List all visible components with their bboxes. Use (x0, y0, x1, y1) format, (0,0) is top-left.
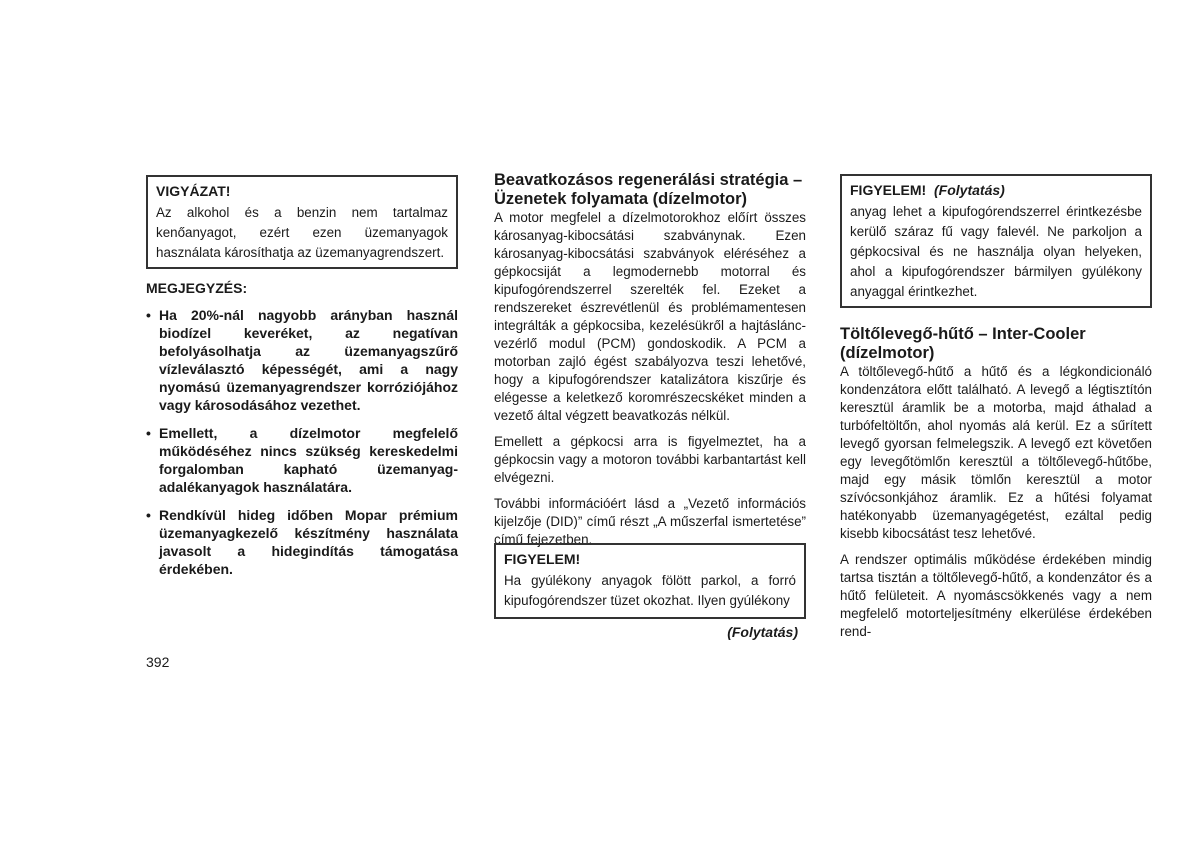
caution-continued-title: FIGYELEM! (Folytatás) (850, 182, 1005, 198)
note-item: • Ha 20%-nál nagyobb arányban használ biodízel keveréket, az negatívan befolyásolhatja az üzemanyagszűrő vízleválasztó képességét, ami a nagy nyomású üzemanyagrendszer korróziójához vagy károsodásához vezethet. (146, 307, 458, 413)
section-heading: Töltőlevegő-hűtő – Inter-Cooler (dízelmotor) (840, 325, 1086, 362)
paragraph: Emellett a gépkocsi arra is figyelmeztet, ha a gépkocsin vagy a motoron további karbantartást kell elvégezni. (494, 434, 806, 485)
paragraph: A motor megfelel a dízelmotorokhoz előírt összes károsanyag-kibocsátási szabványnak. Ezen károsanyag-kibocsátási szabványok eléréséhez a gépkocsiját a legmodernebb motorral és kipufogórendszerrel szerelték fel. Ezeket a rendszereket észrevétlenül és problémamentesen integrálták a gépkocsiba, kezelésükről a hajtáslánc-vezérlő modul (PCM) gondoskodik. A PCM a motorban zajló égést szabályozva teszi lehetővé, hogy a kipufogórendszer katalizátora kiszűrje és elégesse a keletkező koromrészecskéket minden a vezető által végzett beavatkozás nélkül. (494, 210, 806, 423)
note-title: MEGJEGYZÉS: (146, 280, 248, 296)
note-section (146, 279, 458, 588)
paragraph: A töltőlevegő-hűtő a hűtő és a légkondicionáló kondenzátora előtt található. A levegő a légtisztítón keresztül áramlik be a motorba, majd áthalad a turbófeltöltőn, ahol nyomás alá kerül. Ez a sűrített levegő gyorsan felmelegszik. A levegő ezt követően egy levegőtömlőn keresztül a töltőlevegő-hűtőbe, majd egy másik tömlőn keresztül a motor szívócsonkjához áramlik. Ez a hűtési folyamat hatékonyabb üzemanyagégetést, ezáltal pedig kisebb kibocsátást tesz lehetővé. (840, 364, 1152, 541)
paragraph: A rendszer optimális működése érdekében mindig tartsa tisztán a töltőlevegő-hűtő, a kondenzátor és a hűtő felületeit. A nyomáscsökkenés vagy a nem megfelelő motorteljesítmény elkerülése érdekében rend- (840, 552, 1152, 639)
caution-title: FIGYELEM! (504, 551, 581, 567)
section-heading: Beavatkozásos regenerálási stratégia – Üzenetek folyamata (dízelmotor) (494, 171, 803, 208)
note-list (146, 306, 458, 578)
page-number: 392 (146, 654, 170, 670)
caution-continued-box (840, 174, 1152, 308)
warning-box (146, 175, 458, 269)
warning-title: VIGYÁZAT! (156, 183, 231, 199)
caution-text: Ha gyúlékony anyagok fölött parkol, a forró kipufogórendszer tüzet okozhat. Ilyen gyúlékony (504, 573, 796, 608)
warning-text: Az alkohol és a benzin nem tartalmaz kenőanyagot, ezért ezen üzemanyagok használata károsíthatja az üzemanyagrendszert. (156, 205, 448, 260)
note-item: • Emellett, a dízelmotor megfelelő működéséhez nincs szükség kereskedelmi forgalomban kapható üzemanyag-adalékanyagok használatára. (146, 425, 458, 495)
caution-box (494, 543, 806, 619)
caution-continued-text: anyag lehet a kipufogórendszerrel érintkezésbe kerülő száraz fű vagy falevél. Ne parkoljon a gépkocsival és ne használja olyan helyeken, ahol a kipufogórendszer bármilyen gyúlékony anyaggal érintkezhet. (850, 204, 1142, 299)
note-item: • Rendkívül hideg időben Mopar prémium üzemanyagkezelő készítmény használata javasolt a hidegindítás támogatása érdekében. (146, 507, 458, 577)
regeneration-section (494, 171, 806, 557)
paragraph: További információért lásd a „Vezető információs kijelzője (DID)” című részt „A műszerfal ismertetése” című fejezetben. (494, 496, 806, 547)
intercooler-section (840, 325, 1152, 649)
continued-label: (Folytatás) (727, 624, 798, 640)
